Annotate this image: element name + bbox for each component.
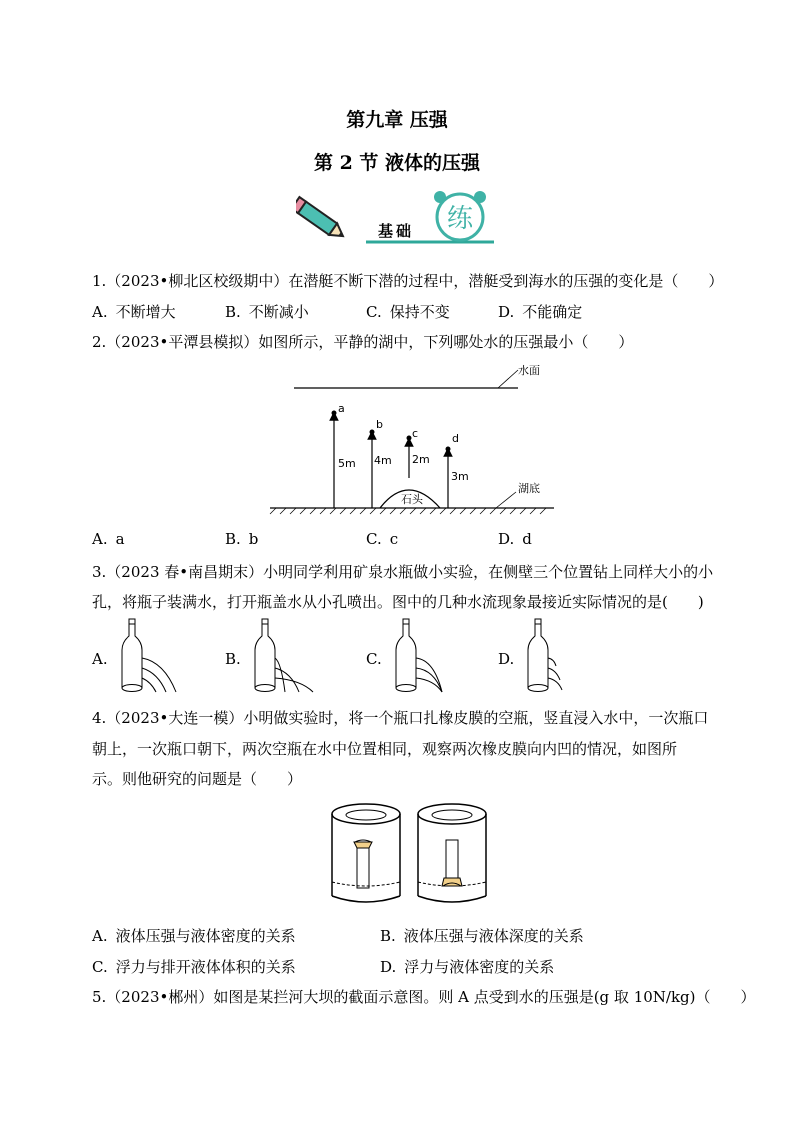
bottle-figure-d (524, 618, 594, 696)
question-1-stem: 1.（2023•柳北区校级期中）在潜艇不断下潜的过程中，潜艇受到海水的压强的变化是（ ） (92, 272, 724, 290)
point-c-dot (407, 436, 412, 441)
banner-badge: 练 (446, 204, 473, 234)
point-a-depth: 5m (338, 457, 356, 470)
banner-label: 基础 (378, 222, 415, 240)
section-title: 第 2 节 液体的压强 (313, 152, 481, 174)
question-4-stem-line3: 示。则他研究的问题是（ ） (92, 770, 303, 788)
point-a-dot (332, 411, 337, 416)
q1-option-c[interactable]: C. 保持不变 (366, 303, 450, 321)
point-d-depth: 3m (451, 470, 469, 483)
q2-option-b[interactable]: B. b (225, 530, 259, 548)
practice-banner (296, 190, 496, 254)
surface-label: 水面 (518, 364, 540, 377)
point-b-label: b (376, 418, 383, 431)
q2-option-c[interactable]: C. c (366, 530, 399, 548)
bottom-label: 湖底 (518, 482, 540, 495)
rock-label: 石头 (401, 493, 423, 506)
point-b-depth: 4m (374, 454, 392, 467)
point-d-label: d (452, 432, 459, 445)
question-3-stem-line1: 3.（2023 春•南昌期末）小明同学利用矿泉水瓶做小实验，在侧壁三个位置钻上同样大小的小 (92, 563, 714, 581)
q1-option-b[interactable]: B. 不断减小 (225, 303, 309, 321)
question-3-stem-line2: 孔，将瓶子装满水，打开瓶盖水从小孔喷出。图中的几种水流现象最接近实际情况的是( ) (92, 593, 704, 611)
question-4-stem-line1: 4.（2023•大连一模）小明做实验时，将一个瓶口扎橡皮膜的空瓶，竖直浸入水中，一次瓶口 (92, 709, 709, 727)
q1-option-d[interactable]: D. 不能确定 (498, 303, 583, 321)
q4-option-d[interactable]: D. 浮力与液体密度的关系 (380, 958, 555, 976)
question-5-stem: 5.（2023•郴州）如图是某拦河大坝的截面示意图。则 A 点受到水的压强是(g 取 10N/kg)（ ） (92, 988, 756, 1006)
lake-diagram (268, 360, 558, 520)
question-4-stem-line2: 朝上，一次瓶口朝下，两次空瓶在水中位置相同，观察两次橡皮膜向内凹的情况，如图所 (92, 740, 678, 758)
point-c-depth: 2m (412, 453, 430, 466)
q3-option-c[interactable]: C. (366, 650, 382, 668)
bottle-figure-b (251, 618, 321, 696)
point-c-label: c (412, 427, 419, 440)
q3-option-a[interactable]: A. (92, 650, 108, 668)
point-a-label: a (338, 402, 345, 415)
q1-option-a[interactable]: A. 不断增大 (92, 303, 176, 321)
beaker-left (332, 804, 400, 902)
point-b-dot (370, 430, 375, 435)
bottle-figure-a (118, 618, 188, 696)
q3-option-d[interactable]: D. (498, 650, 515, 668)
q2-option-a[interactable]: A. a (92, 530, 125, 548)
point-d-dot (446, 447, 451, 452)
bottle-figure-c (392, 618, 462, 696)
q4-option-b[interactable]: B. 液体压强与液体深度的关系 (380, 927, 584, 945)
q4-option-c[interactable]: C. 浮力与排开液体体积的关系 (92, 958, 296, 976)
beaker-right (418, 804, 486, 902)
beaker-diagram (326, 800, 496, 910)
q2-option-d[interactable]: D. d (498, 530, 532, 548)
question-2-stem: 2.（2023•平潭县模拟）如图所示，平静的湖中，下列哪处水的压强最小（ ） (92, 333, 634, 351)
q3-option-b[interactable]: B. (225, 650, 241, 668)
chapter-title: 第九章 压强 (346, 109, 448, 131)
q4-option-a[interactable]: A. 液体压强与液体密度的关系 (92, 927, 296, 945)
